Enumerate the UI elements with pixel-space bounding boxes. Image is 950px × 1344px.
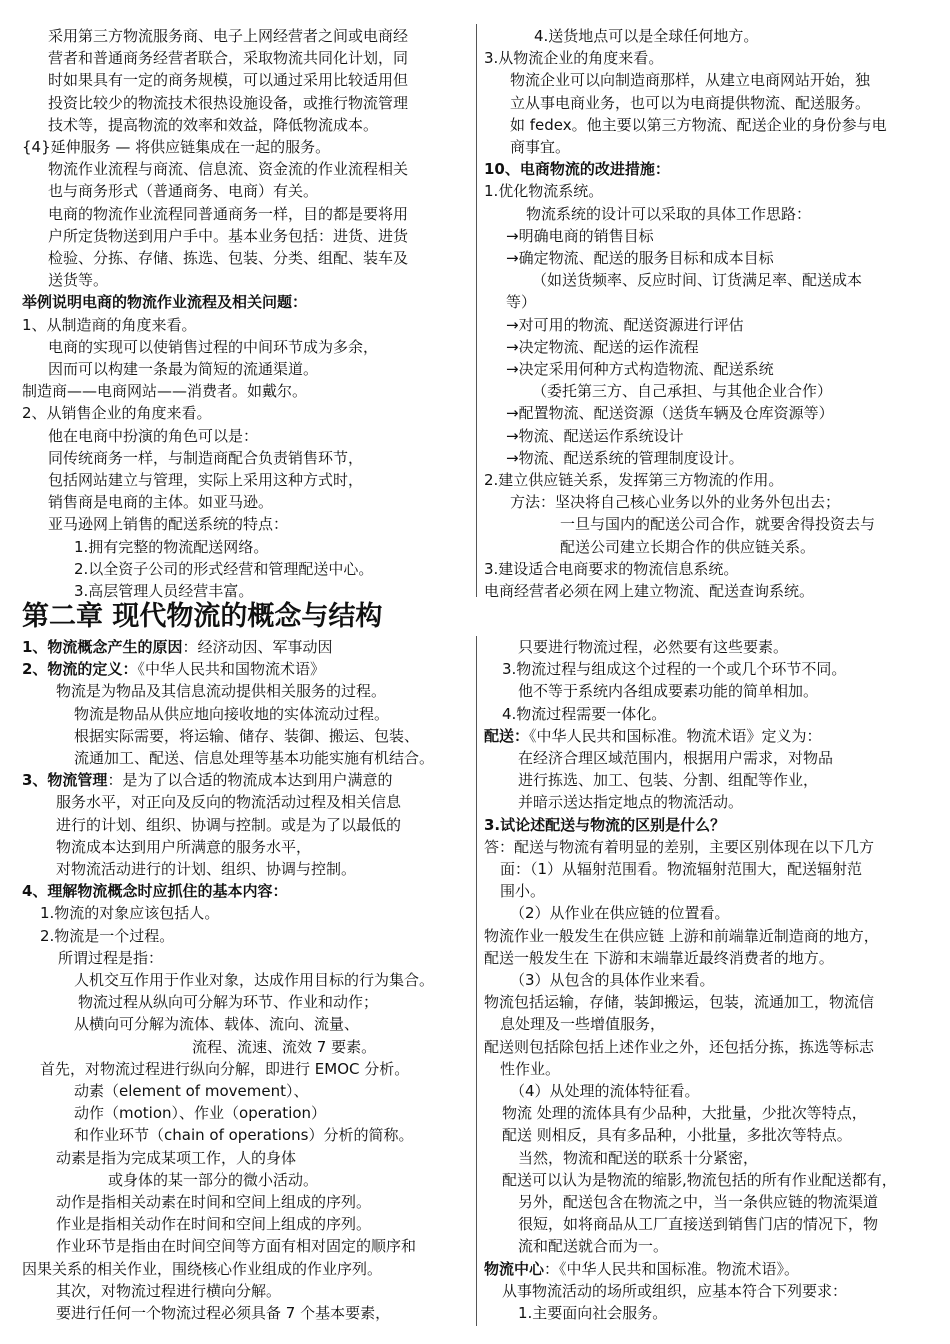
text-line: 立从事电商业务，也可以为电商提供物流、配送服务。 [510, 93, 871, 112]
text-line: 投资比较少的物流技术很热设施设备，或推行物流管理 [48, 93, 409, 112]
text-line: 物流包括运输，存储，装卸搬运，包装，流通加工，物流信 [484, 993, 875, 1012]
text-line: 物流成本达到用户所满意的服务水平， [56, 837, 312, 856]
text-line: 物流是为物品及其信息流动提供相关服务的过程。 [56, 682, 387, 701]
text-line: 亚马逊网上销售的配送系统的特点： [48, 515, 289, 534]
text-line: 电商的物流作业流程同普通商务一样，目的都是要将用 [48, 204, 409, 223]
text-line: 从横向可分解为流体、载体、流向、流量、 [74, 1015, 360, 1034]
text-line [22, 636, 470, 658]
text-line: 制造商——电商网站——消费者。如戴尔。 [22, 382, 308, 401]
text-line [484, 1258, 932, 1280]
bold-term: 物流中心 [484, 1259, 545, 1278]
text-line [22, 658, 470, 680]
text-line: 2.建立供应链关系，发挥第三方物流的作用。 [484, 471, 784, 490]
text-line: 物流企业可以向制造商那样，从建立电商网站开始，独 [510, 71, 871, 90]
text-line: 服务水平，对正向及反向的物流活动过程及相关信息 [56, 793, 402, 812]
column-divider-bottom [476, 636, 477, 1326]
text-line: 营者和普通商务经营者联合，采取物流共同化计划，同 [48, 49, 409, 68]
bold-term: 3、物流管理 [22, 771, 108, 790]
text-line: 1、从制造商的角度来看。 [22, 315, 197, 334]
text-line: 10、电商物流的改进措施： [484, 160, 670, 179]
text-line: 进行拣选、加工、包装、分割、组配等作业， [518, 771, 819, 790]
text-line: 3.物流过程与组成这个过程的一个或几个环节不同。 [502, 660, 847, 679]
text-line: 动素是指为完成某项工作，人的身体 [56, 1148, 297, 1167]
text-line: 动素（element of movement）、 [74, 1082, 309, 1101]
text-line: 包括网站建立与管理，实际上采用这种方式时， [48, 471, 364, 490]
text-line: 物流作业一般发生在供应链 上游和前端靠近制造商的地方， [484, 926, 879, 945]
text-line: 其次，对物流过程进行横向分解。 [56, 1281, 282, 1300]
text-line: 所谓过程是指： [58, 948, 164, 967]
text-line: 电商的实现可以使销售过程的中间环节成为多余， [48, 337, 379, 356]
text-line: 1.拥有完整的物流配送网络。 [74, 537, 269, 556]
bold-term: 2、物流的定义： [22, 660, 138, 679]
text-line: 因而可以构建一条最为简短的流通渠道。 [48, 360, 319, 379]
top-left-column [22, 25, 470, 602]
bottom-right-column [484, 636, 932, 1324]
text-segment: 《中华人民共和国标准。物流术语》定义为： [529, 726, 822, 745]
text-line: 3.建设适合电商要求的物流信息系统。 [484, 559, 739, 578]
text-line: 4.送货地点可以是全球任何地方。 [534, 27, 759, 45]
text-line: 如 fedex。他主要以第三方物流、配送企业的身份参与电 [510, 115, 887, 134]
text-line: 1.物流的对象应该包括人。 [40, 904, 220, 923]
text-line: 当然，物流和配送的联系十分紧密， [518, 1148, 759, 1167]
text-line: 息处理及一些增值服务， [500, 1015, 666, 1034]
text-line: （委托第三方、自己承担、与其他企业合作） [532, 382, 833, 401]
text-line: 在经济合理区域范围内，根据用户需求，对物品 [518, 749, 834, 768]
text-line: 送货等。 [48, 271, 109, 290]
text-line: 2.以全资子公司的形式经营和管理配送中心。 [74, 559, 374, 578]
text-line: 另外，配送包含在物流之中，当一条供应链的物流渠道 [518, 1193, 879, 1212]
text-line: 1.主要面向社会服务。 [518, 1304, 668, 1323]
text-line: 配送则包括除包括上述作业之外，还包括分拣，拣选等标志 [484, 1037, 875, 1056]
text-line: 要进行任何一个物流过程必须具备 7 个基本要素， [56, 1304, 391, 1323]
text-segment: ：经济动因、军事动因 [182, 638, 333, 656]
text-line: 时如果具有一定的商务规模，可以通过采用比较适用但 [48, 71, 409, 90]
text-line: 检验、分拣、存储、拣选、包装、分类、组配、装车及 [48, 249, 409, 268]
text-line: →对可用的物流、配送资源进行评估 [506, 315, 744, 334]
text-line: →明确电商的销售目标 [506, 226, 654, 245]
text-line: 3.高层管理人员经营丰富。 [74, 582, 254, 601]
text-line: 进行的计划、组织、协调与控制。或是为了以最低的 [56, 815, 402, 834]
text-line: 对物流活动进行的计划、组织、协调与控制。 [56, 860, 357, 879]
text-line: 很短，如将商品从工厂直接送到销售门店的情况下，物 [518, 1215, 879, 1234]
text-line: 配送一般发生在 下游和末端靠近最终消费者的地方。 [484, 948, 834, 967]
text-line: 人机交互作用于作业对象，达成作用目标的行为集合。 [74, 971, 435, 990]
text-line: （2）从作业在供应链的位置看。 [510, 904, 730, 923]
text-line: →确定物流、配送的服务目标和成本目标 [506, 249, 774, 268]
text-line: 2、从销售企业的角度来看。 [22, 404, 212, 423]
text-line: 3.试论述配送与物流的区别是什么？ [484, 815, 726, 834]
text-line: →物流、配送运作系统设计 [506, 426, 684, 445]
text-line: 配送可以认为是物流的缩影,物流包括的所有作业配送都有， [502, 1170, 897, 1189]
text-line: 1.优化物流系统。 [484, 182, 604, 201]
text-line: 流程、流速、流效 7 要素。 [192, 1037, 377, 1056]
text-line: 只要进行物流过程，必然要有这些要素。 [518, 638, 789, 656]
text-line: 面：（1）从辐射范围看。物流辐射范围大，配送辐射范 [500, 860, 863, 879]
text-line: 动作是指相关动素在时间和空间上组成的序列。 [56, 1193, 372, 1212]
text-line: 物流过程从纵向可分解为环节、作业和动作； [78, 993, 379, 1012]
text-line: 因果关系的相关作业，围绕核心作业组成的作业序列。 [22, 1259, 383, 1278]
text-line: →决定采用何种方式构造物流、配送系统 [506, 360, 774, 379]
text-line: 也与商务形式（普通商务、电商）有关。 [48, 182, 319, 201]
text-segment: ：是为了以合适的物流成本达到用户满意的 [107, 771, 393, 790]
text-line: 流和配送就合而为一。 [518, 1237, 669, 1256]
text-line: 物流 处理的流体具有少品种，大批量，少批次等特点， [502, 1104, 867, 1123]
text-line: 围小。 [500, 882, 546, 901]
text-line: 一旦与国内的配送公司合作，就要舍得投资去与 [560, 515, 876, 534]
text-line: 电商经营者必须在网上建立物流、配送查询系统。 [484, 582, 815, 601]
text-line: 商事宜。 [510, 138, 571, 157]
text-line: 物流作业流程与商流、信息流、资金流的作业流程相关 [48, 160, 409, 179]
text-line: 根据实际需要，将运输、储存、装御、搬运、包装、 [74, 726, 420, 745]
text-segment: ：《中华人民共和国标准。物流术语》。 [544, 1259, 800, 1278]
text-line: 采用第三方物流服务商、电子上网经营者之间或电商经 [48, 27, 409, 45]
text-line: 首先，对物流过程进行纵向分解，即进行 EMOC 分析。 [40, 1059, 410, 1078]
text-line: 性作业。 [500, 1059, 561, 1078]
text-line: 配送 则相反，具有多品种，小批量，多批次等特点。 [502, 1126, 852, 1145]
text-line: （3）从包含的具体作业来看。 [510, 971, 715, 990]
text-line: 方法：坚决将自己核心业务以外的业务外包出去； [510, 493, 841, 512]
text-line: 和作业环节（chain of operations）分析的简称。 [74, 1126, 414, 1145]
text-line: 4.物流过程需要一体化。 [502, 704, 667, 723]
text-line: 答：配送与物流有着明显的差别，主要区别体现在以下几方 [484, 837, 875, 856]
text-line: →物流、配送系统的管理制度设计。 [506, 448, 744, 467]
text-line: 物流系统的设计可以采取的具体工作思路： [526, 204, 812, 223]
text-line: 4、理解物流概念时应抓住的基本内容： [22, 882, 288, 901]
text-line: （如送货频率、反应时间、订货满足率、配送成本 [532, 271, 863, 290]
text-line: {4}延伸服务 — 将供应链集成在一起的服务。 [22, 138, 331, 157]
text-line: 作业环节是指由在时间空间等方面有相对固定的顺序和 [56, 1237, 417, 1256]
text-line: 动作（motion）、作业（operation） [74, 1104, 327, 1123]
text-line: 举例说明电商的物流作业流程及相关问题： [22, 293, 308, 312]
chapter-title: 第二章 现代物流的概念与结构 [22, 601, 383, 632]
text-line: 技术等，提高物流的效率和效益，降低物流成本。 [48, 115, 379, 134]
text-line: 户所定货物送到用户手中。基本业务包括：进货、进货 [48, 226, 409, 245]
text-line: 并暗示送达指定地点的物流活动。 [518, 793, 744, 812]
text-line: 从事物流活动的场所或组织，应基本符合下列要求： [502, 1281, 848, 1300]
top-right-column [484, 25, 932, 602]
text-line: 配送公司建立长期合作的供应链关系。 [560, 537, 816, 556]
text-line: 物流是物品从供应地向接收地的实体流动过程。 [74, 704, 390, 723]
text-line: 等） [506, 293, 537, 312]
text-line: 同传统商务一样，与制造商配合负责销售环节， [48, 448, 364, 467]
text-line: 他在电商中扮演的角色可以是： [48, 426, 259, 445]
text-line: 流通加工、配送、信息处理等基本功能实施有机结合。 [74, 749, 435, 768]
text-line: （4）从处理的流体特征看。 [510, 1082, 700, 1101]
text-line: 作业是指相关动作在时间和空间上组成的序列。 [56, 1215, 372, 1234]
text-segment: 《中华人民共和国物流术语》 [137, 660, 325, 679]
text-line: →决定物流、配送的运作流程 [506, 337, 699, 356]
text-line: 2.物流是一个过程。 [40, 926, 175, 945]
bold-term: 1、物流概念产生的原因 [22, 638, 183, 656]
text-line: →配置物流、配送资源（送货车辆及仓库资源等） [506, 404, 834, 423]
text-line [484, 725, 932, 747]
text-line: 他不等于系统内各组成要素功能的简单相加。 [518, 682, 819, 701]
column-divider-top [476, 24, 477, 597]
text-line: 3.从物流企业的角度来看。 [484, 49, 664, 68]
text-line: 销售商是电商的主体。如亚马逊。 [48, 493, 274, 512]
text-line: 或身体的某一部分的微小活动。 [108, 1170, 319, 1189]
text-line [22, 769, 470, 791]
bold-term: 配送： [484, 726, 530, 745]
bottom-left-column [22, 636, 470, 1324]
